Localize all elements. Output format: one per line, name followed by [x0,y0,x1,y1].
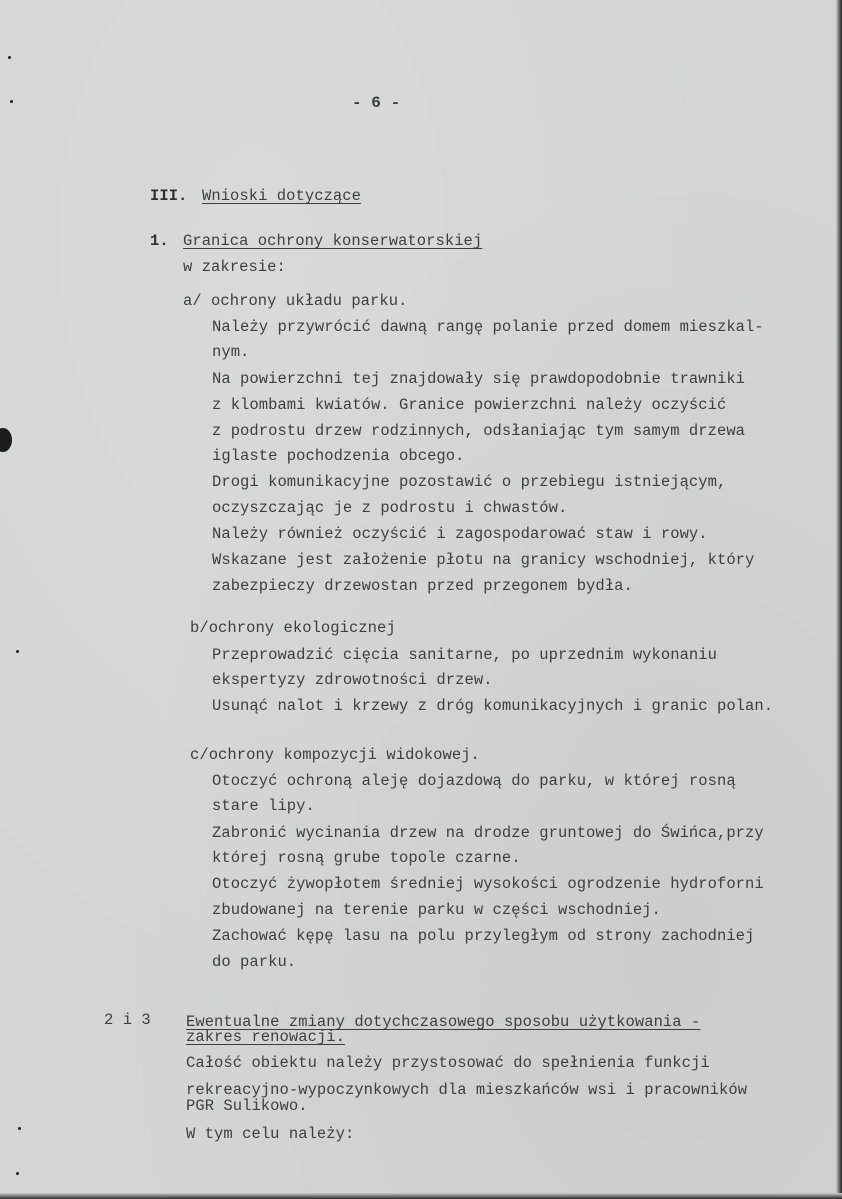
page-edge-shadow [836,0,842,1199]
paragraph-line: Zachować kępę lasu na polu przyległym od strony zachodniej [212,927,755,945]
paragraph-line: do parku. [212,953,297,971]
paper-speck [16,650,19,653]
paragraph-line: rekreacyjno-wypoczynkowych dla mieszkańców wsi i pracowników [186,1081,748,1099]
paragraph-line: oczyszczając je z podrostu i chwastów. [212,499,568,517]
point-title-continuation: zakres renowacji. [186,1028,345,1046]
paragraph-line: Przeprowadzić cięcia sanitarne, po uprzednim wykonaniu [212,646,717,664]
subsection-heading: b/ochrony ekologicznej [190,619,396,637]
paragraph-line: której rosną grube topole czarne. [212,849,521,867]
page-edge-shadow [0,1193,842,1199]
point-title: Granica ochrony konserwatorskiej [183,232,483,250]
paragraph-line: Otoczyć ochroną aleję dojazdową do parku, w której rosną [212,772,736,790]
paragraph-line: Drogi komunikacyjne pozostawić o przebiegu istniejącym, [212,473,727,491]
paragraph-line: PGR Sulikowo. [186,1097,308,1115]
paragraph-line: nym. [212,343,250,361]
paragraph-line: Należy przywrócić dawną rangę polanie przed domem mieszkal- [212,318,764,336]
paper-speck [16,1172,19,1175]
point-number: 1. [150,232,169,250]
paragraph-line: Otoczyć żywopłotem średniej wysokości ogrodzenie hydroforni [212,875,764,893]
paragraph-line: W tym celu należy: [186,1125,355,1143]
paragraph-line: Należy również oczyścić i zagospodarować staw i rowy. [212,525,708,543]
point-scope: w zakresie: [183,258,286,276]
point-number: 2 i 3 [104,1011,151,1029]
paragraph-line: z podrostu drzew rodzinnych, odsłaniając tym samym drzewa [212,422,746,440]
paragraph-line: stare lipy. [212,797,315,815]
section-number: III. [150,187,188,205]
punch-hole [0,428,12,452]
paragraph-line: zbudowanej na terenie parku w części wschodniej. [212,901,661,919]
paper-speck [8,56,11,59]
paper-speck [18,1127,21,1130]
paragraph-line: Usunąć nalot i krzewy z dróg komunikacyjnych i granic polan. [212,697,774,715]
paragraph-line: iglaste pochodzenia obcego. [212,447,465,465]
paragraph-line: Całość obiektu należy przystosować do spełnienia funkcji [186,1054,710,1072]
page-number: - 6 - [352,94,401,112]
section-title: Wnioski dotyczące [202,187,361,205]
paragraph-line: Zabronić wycinania drzew na drodze gruntowej do Świńca,przy [212,824,764,842]
paragraph-line: z klombami kwiatów. Granice powierzchni należy oczyścić [212,396,727,414]
paper-speck [10,100,13,103]
paragraph-line: zabezpieczy drzewostan przed przegonem bydła. [212,577,633,595]
subsection-heading: a/ ochrony układu parku. [183,292,408,310]
paragraph-line: Na powierzchni tej znajdowały się prawdopodobnie trawniki [212,370,746,388]
point-title: Ewentualne zmiany dotychczasowego sposobu użytkowania - [186,1013,701,1031]
subsection-heading: c/ochrony kompozycji widokowej. [190,746,480,764]
paragraph-line: ekspertyzy zdrowotności drzew. [212,671,493,689]
paragraph-line: Wskazane jest założenie płotu na granicy wschodniej, który [212,551,755,569]
